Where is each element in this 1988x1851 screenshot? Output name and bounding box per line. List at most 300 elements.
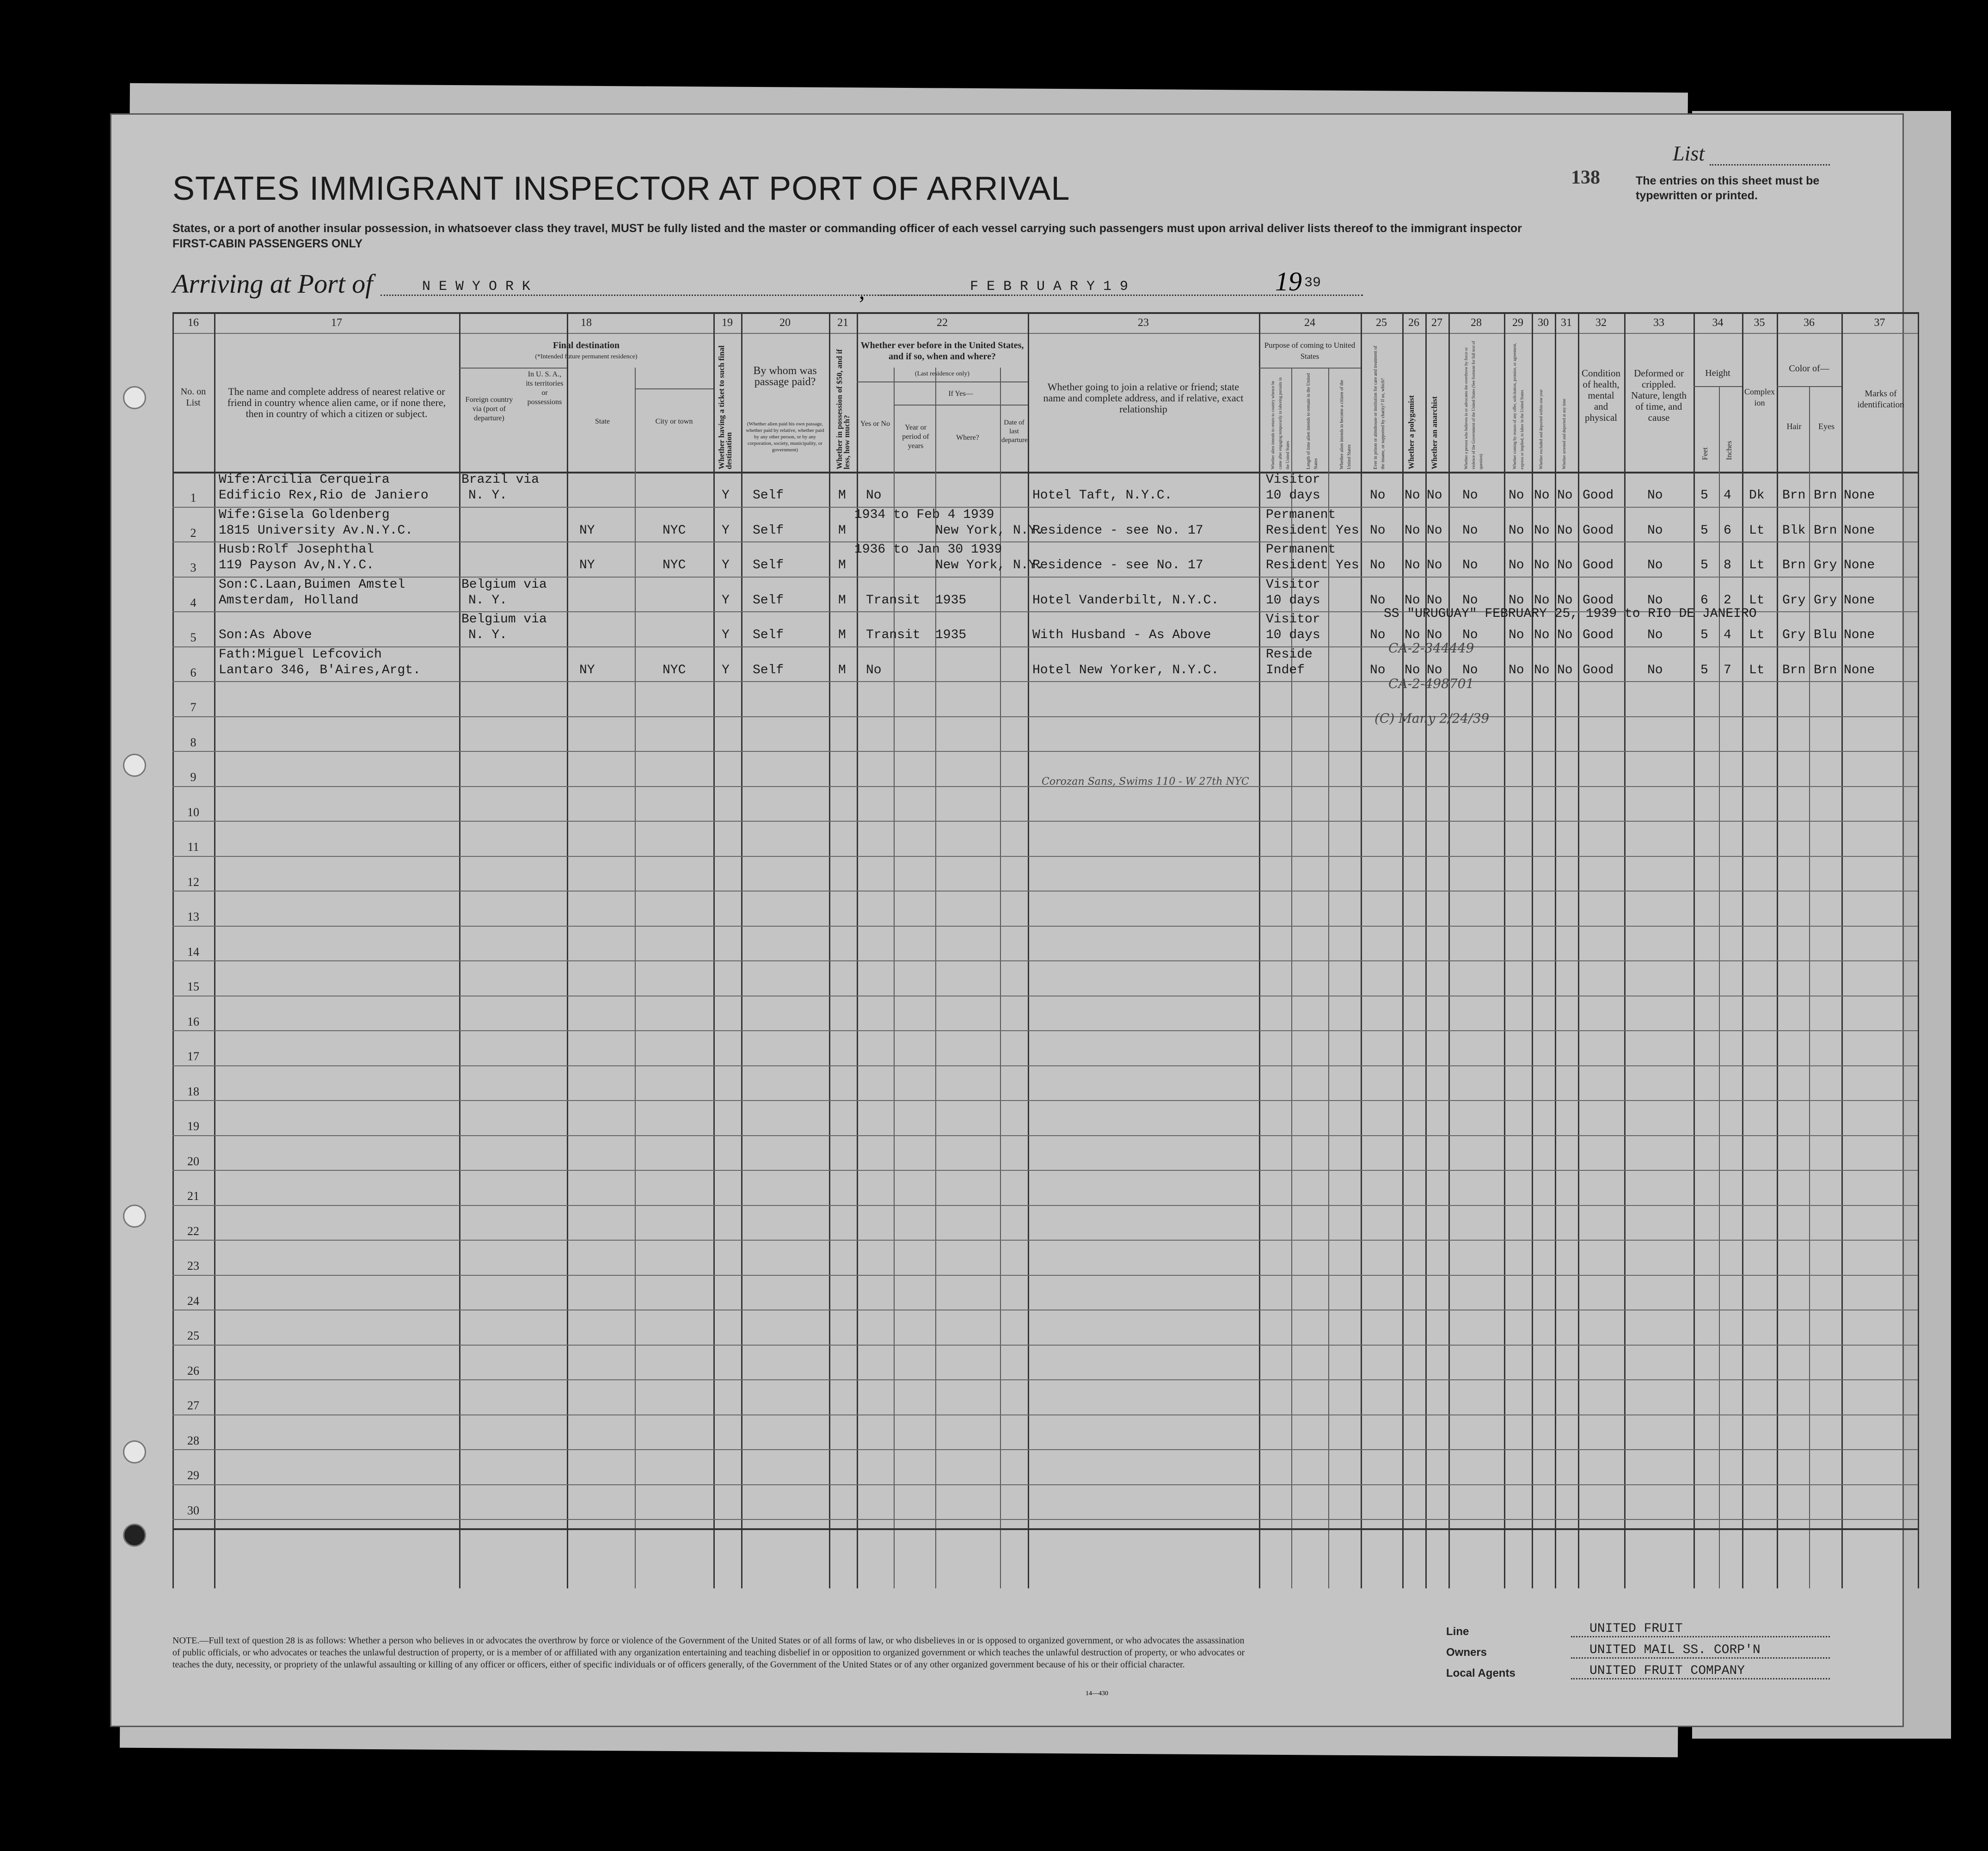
height-inches: 8 bbox=[1724, 558, 1731, 572]
binder-hole bbox=[123, 1205, 146, 1228]
header-bottom-border bbox=[172, 472, 1918, 474]
row-number: 1 bbox=[190, 491, 196, 504]
row-number: 19 bbox=[187, 1119, 199, 1133]
header-fifty-dollars: Whether in possession of $50, and if less, how much? bbox=[835, 349, 851, 469]
row-divider bbox=[172, 1065, 1918, 1066]
purpose-line-2: 10 days bbox=[1266, 628, 1320, 642]
header-polygamist: Whether a polygamist bbox=[1407, 395, 1416, 469]
header-marks: Marks of identification bbox=[1857, 389, 1904, 410]
money-value: M bbox=[838, 628, 846, 642]
row-divider bbox=[172, 646, 1918, 647]
col-28-value: No bbox=[1462, 628, 1478, 642]
local-agents-label: Local Agents bbox=[1446, 1667, 1516, 1679]
passage-paid-by: Self bbox=[753, 628, 784, 642]
destination-state: NY bbox=[579, 523, 595, 538]
list-number: 138 bbox=[1571, 167, 1600, 188]
list-dotted-line bbox=[1710, 160, 1830, 166]
row-divider bbox=[172, 856, 1918, 857]
binder-hole bbox=[123, 386, 146, 409]
row-number: 9 bbox=[190, 770, 196, 784]
header-col-25: Ever in prison or almshouse or institution for care and treatment of the insane, or supported by charity? If so, which? bbox=[1373, 345, 1386, 469]
destination-city: NYC bbox=[663, 663, 686, 677]
colnum-27: 27 bbox=[1431, 317, 1442, 329]
header-col-29: Whether coming by reason of any offer, solicitation, promise, or agreement, express or implied, to labor in the United States bbox=[1512, 343, 1524, 469]
header-col-30: Whether excluded and deported within one year bbox=[1539, 389, 1543, 469]
anarchist-value: No bbox=[1427, 558, 1442, 572]
hair-color: Gry bbox=[1782, 593, 1806, 608]
binder-hole bbox=[123, 1440, 146, 1464]
joining-relative: Residence - see No. 17 bbox=[1032, 523, 1203, 538]
complexion-value: Lt bbox=[1749, 593, 1765, 608]
purpose-line-1: Visitor bbox=[1266, 612, 1320, 627]
list-label: List bbox=[1673, 141, 1705, 165]
row-number: 2 bbox=[190, 526, 196, 540]
anarchist-value: No bbox=[1427, 663, 1442, 677]
identification-marks: None bbox=[1844, 663, 1875, 677]
previous-where: New York, N.Y. bbox=[935, 558, 1044, 572]
row-divider bbox=[172, 716, 1918, 717]
been-before: Transit bbox=[866, 593, 920, 608]
manifest-sheet bbox=[110, 113, 1904, 1727]
height-inches: 2 bbox=[1724, 593, 1731, 608]
manifest-table bbox=[172, 312, 1918, 1588]
binder-hole bbox=[123, 1524, 146, 1547]
row-divider bbox=[172, 1100, 1918, 1101]
colnum-16: 16 bbox=[188, 317, 199, 329]
row-number: 3 bbox=[190, 561, 196, 574]
money-value: M bbox=[838, 488, 846, 503]
purpose-line-2: 10 days bbox=[1266, 488, 1320, 503]
row-divider bbox=[172, 1414, 1918, 1415]
identification-marks: None bbox=[1844, 523, 1875, 538]
ticket-value: Y bbox=[722, 663, 730, 677]
col-25-value: No bbox=[1370, 523, 1386, 538]
header-where: Where? bbox=[956, 434, 979, 442]
health-value: Good bbox=[1583, 593, 1614, 608]
row-divider bbox=[172, 1135, 1918, 1136]
hair-color: Brn bbox=[1782, 488, 1806, 503]
relative-line-2: 119 Payson Av,N.Y.C. bbox=[219, 558, 374, 572]
header-purpose-b: Length of time alien intends to remain in the United States bbox=[1306, 373, 1319, 469]
row-number: 11 bbox=[187, 840, 199, 854]
local-agents-value: UNITED FRUIT COMPANY bbox=[1571, 1664, 1830, 1679]
joining-relative: Residence - see No. 17 bbox=[1032, 558, 1203, 572]
col-29-value: No bbox=[1509, 628, 1524, 642]
header-relative: The name and complete address of nearest relative or friend in country whence alien came, or if none there, then in country of which a citizen or subject. bbox=[227, 386, 446, 419]
eye-color: Blu bbox=[1814, 628, 1837, 642]
col-31-value: No bbox=[1557, 628, 1573, 642]
colnum-36: 36 bbox=[1804, 317, 1815, 329]
colnum-31: 31 bbox=[1561, 317, 1572, 329]
col-31-value: No bbox=[1557, 663, 1573, 677]
deformed-value: No bbox=[1647, 593, 1663, 608]
foreign-port: N. Y. bbox=[468, 628, 508, 642]
relative-line-2: Son:As Above bbox=[219, 628, 312, 642]
colnum-28: 28 bbox=[1471, 317, 1482, 329]
money-value: M bbox=[838, 593, 846, 608]
col-28-value: No bbox=[1462, 488, 1478, 503]
passage-paid-by: Self bbox=[753, 558, 784, 572]
ticket-value: Y bbox=[722, 523, 730, 538]
header-in-usa: In U. S. A., its territories or possessions bbox=[526, 370, 564, 406]
colnum-19: 19 bbox=[722, 317, 733, 329]
ticket-value: Y bbox=[722, 593, 730, 608]
height-inches: 4 bbox=[1724, 488, 1731, 503]
polygamist-value: No bbox=[1405, 663, 1420, 677]
header-foreign-country: Foreign country via (port of departure) bbox=[465, 396, 513, 422]
money-value: M bbox=[838, 558, 846, 572]
first-cabin-label: FIRST-CABIN PASSENGERS ONLY bbox=[172, 237, 363, 250]
row-divider bbox=[172, 1484, 1918, 1485]
anarchist-value: No bbox=[1427, 628, 1442, 642]
height-feet: 5 bbox=[1700, 558, 1708, 572]
colnum-22: 22 bbox=[937, 317, 948, 329]
header-passage-sub: (Whether alien paid his own passage, whether paid by relative, whether paid by any other person, or by any corporation, society, municipality, or government) bbox=[746, 421, 824, 453]
header-height: Height bbox=[1705, 368, 1730, 378]
row-divider bbox=[172, 1205, 1918, 1206]
colnum-divider bbox=[172, 333, 1918, 334]
row-divider bbox=[172, 681, 1918, 682]
col-29-value: No bbox=[1509, 663, 1524, 677]
passage-paid-by: Self bbox=[753, 593, 784, 608]
header-final-destination-sub: (*Intended future permanent residence) bbox=[535, 353, 638, 360]
ship-departure-note: SS "URUGUAY" FEBRUARY 25, 1939 to RIO DE JANEIRO bbox=[1384, 607, 1757, 621]
col-31-value: No bbox=[1557, 593, 1573, 608]
header-col-28: Whether a person who believes in or advocates the overthrow by force or violence of the Government of the United States (See footnote for full text of question) bbox=[1464, 341, 1483, 469]
owners-value: UNITED MAIL SS. CORP'N bbox=[1571, 1643, 1830, 1659]
health-value: Good bbox=[1583, 523, 1614, 538]
col-30-value: No bbox=[1534, 593, 1550, 608]
header-health: Condition of health, mental and physical bbox=[1581, 368, 1620, 423]
been-before: No bbox=[866, 488, 882, 503]
purpose-line-1: Reside bbox=[1266, 647, 1313, 662]
colnum-25: 25 bbox=[1376, 317, 1387, 329]
anarchist-value: No bbox=[1427, 523, 1442, 538]
complexion-value: Lt bbox=[1749, 663, 1765, 677]
col-28-value: No bbox=[1462, 558, 1478, 572]
col-31-value: No bbox=[1557, 488, 1573, 503]
row-divider bbox=[172, 577, 1918, 578]
colnum-35: 35 bbox=[1754, 317, 1765, 329]
col-25-value: No bbox=[1370, 593, 1386, 608]
health-value: Good bbox=[1583, 663, 1614, 677]
header-date-departure: Date of last departure bbox=[1001, 419, 1028, 444]
hair-color: Brn bbox=[1782, 558, 1806, 572]
col-29-value: No bbox=[1509, 523, 1524, 538]
colnum-34: 34 bbox=[1712, 317, 1724, 329]
header-year: Year or period of years bbox=[902, 424, 929, 450]
row-number: 20 bbox=[187, 1154, 199, 1168]
page-subtitle: States, or a port of another insular possession, in whatsoever class they travel, MUST be fully listed and the master or commanding officer of each vessel carrying such passengers must upon arrival deliver lists thereof to the immigrant inspector bbox=[172, 222, 1522, 235]
colnum-17: 17 bbox=[331, 317, 342, 329]
deformed-value: No bbox=[1647, 663, 1663, 677]
header-purpose-a: Whether alien intends to return to country whence he came after engaging temporarily in laboring pursuits in the United States bbox=[1270, 377, 1290, 469]
row-number: 12 bbox=[187, 875, 199, 889]
header-if-yes: If Yes— bbox=[948, 390, 973, 398]
relative-line-2: Amsterdam, Holland bbox=[219, 593, 359, 608]
complexion-value: Lt bbox=[1749, 628, 1765, 642]
height-feet: 5 bbox=[1700, 663, 1708, 677]
anarchist-value: No bbox=[1427, 488, 1442, 503]
header-feet: Feet bbox=[1701, 447, 1709, 460]
row-number: 25 bbox=[187, 1329, 199, 1342]
header-purpose-c: Whether alien intends to become a citizen of the United States bbox=[1339, 380, 1352, 469]
header-state: State bbox=[595, 418, 610, 425]
col-25-value: No bbox=[1370, 558, 1386, 572]
row-divider bbox=[172, 1275, 1918, 1276]
row-divider bbox=[172, 1379, 1918, 1380]
header-yes-or-no: Yes or No bbox=[860, 420, 890, 428]
joining-relative: Hotel Taft, N.Y.C. bbox=[1032, 488, 1172, 503]
header-eyes: Eyes bbox=[1818, 422, 1835, 431]
colnum-32: 32 bbox=[1595, 317, 1607, 329]
header-color-of: Color of— bbox=[1789, 363, 1829, 374]
colnum-24: 24 bbox=[1304, 317, 1315, 329]
height-feet: 5 bbox=[1700, 523, 1708, 538]
joining-relative: Hotel Vanderbilt, N.Y.C. bbox=[1032, 593, 1219, 608]
eye-color: Gry bbox=[1814, 558, 1837, 572]
header-ever-before: Whether ever before in the United States, and if so, when and where? bbox=[860, 340, 1024, 362]
height-feet: 6 bbox=[1700, 593, 1708, 608]
header-purpose: Purpose of coming to United States bbox=[1264, 341, 1356, 361]
deformed-value: No bbox=[1647, 488, 1663, 503]
hair-color: Gry bbox=[1782, 628, 1806, 642]
foreign-country: Belgium via bbox=[461, 612, 547, 627]
row-number: 18 bbox=[187, 1084, 199, 1098]
colnum-37: 37 bbox=[1874, 317, 1885, 329]
col-30-value: No bbox=[1534, 628, 1550, 642]
row-number: 22 bbox=[187, 1224, 199, 1238]
table-top-border bbox=[172, 312, 1918, 314]
ticket-value: Y bbox=[722, 488, 730, 503]
been-before: No bbox=[866, 663, 882, 677]
row-number: 27 bbox=[187, 1399, 199, 1412]
previous-period: 1934 to Feb 4 1939 bbox=[854, 507, 994, 522]
hair-color: Brn bbox=[1782, 663, 1806, 677]
eye-color: Gry bbox=[1814, 593, 1837, 608]
previous-where: 1935 bbox=[935, 593, 967, 608]
row-number: 16 bbox=[187, 1015, 199, 1028]
height-inches: 7 bbox=[1724, 663, 1731, 677]
anarchist-value: No bbox=[1427, 593, 1442, 608]
health-value: Good bbox=[1583, 488, 1614, 503]
typewritten-note: The entries on this sheet must be typewritten or printed. bbox=[1636, 174, 1820, 202]
identification-marks: None bbox=[1844, 628, 1875, 642]
eye-color: Brn bbox=[1814, 663, 1837, 677]
identification-marks: None bbox=[1844, 558, 1875, 572]
header-hair: Hair bbox=[1786, 422, 1802, 431]
header-city: City or town bbox=[655, 418, 693, 425]
handwritten-row4: (C) Many 2/24/39 bbox=[1374, 711, 1490, 726]
row-number: 24 bbox=[187, 1294, 199, 1308]
row-divider bbox=[172, 507, 1918, 508]
row-number: 6 bbox=[190, 665, 196, 679]
handwritten-row2: CA-2-344449 bbox=[1388, 640, 1474, 656]
health-value: Good bbox=[1583, 558, 1614, 572]
handwritten-row6: Corozan Sans, Swims 110 - W 27th NYC bbox=[1042, 776, 1249, 787]
handwritten-row3: CA-2-498701 bbox=[1388, 676, 1474, 691]
polygamist-value: No bbox=[1405, 523, 1420, 538]
joining-relative: Hotel New Yorker, N.Y.C. bbox=[1032, 663, 1219, 677]
relative-line-2: Lantaro 346, B'Aires,Argt. bbox=[219, 663, 421, 677]
previous-where: New York, N.Y. bbox=[935, 523, 1044, 538]
year-suffix: 39 bbox=[1304, 275, 1321, 291]
purpose-line-2: Resident Yes bbox=[1266, 558, 1359, 572]
row-number: 13 bbox=[187, 910, 199, 923]
line-label: Line bbox=[1446, 1625, 1469, 1638]
complexion-value: Dk bbox=[1749, 488, 1765, 503]
complexion-value: Lt bbox=[1749, 558, 1765, 572]
height-feet: 5 bbox=[1700, 488, 1708, 503]
row-divider bbox=[172, 1170, 1918, 1171]
row-divider bbox=[172, 960, 1918, 961]
header-complexion: Complexion bbox=[1744, 387, 1775, 407]
header-join-relative: Whether going to join a relative or friend; state name and complete address, and if relative, exact relationship bbox=[1043, 381, 1244, 415]
passage-paid-by: Self bbox=[753, 523, 784, 538]
row-divider bbox=[172, 1449, 1918, 1450]
col-25-value: No bbox=[1370, 488, 1386, 503]
relative-line-1: Wife:Arcilia Cerqueira bbox=[219, 473, 390, 487]
row-divider bbox=[172, 891, 1918, 892]
binder-hole bbox=[123, 754, 146, 777]
row-divider bbox=[172, 751, 1918, 752]
ticket-value: Y bbox=[722, 628, 730, 642]
row-divider bbox=[172, 1519, 1918, 1520]
purpose-line-2: Indef bbox=[1266, 663, 1305, 677]
arrival-date: F E B R U A R Y 1 9 bbox=[877, 279, 1363, 296]
purpose-line-1: Visitor bbox=[1266, 577, 1320, 592]
col-30-value: No bbox=[1534, 558, 1550, 572]
col-29-value: No bbox=[1509, 488, 1524, 503]
row-number: 29 bbox=[187, 1469, 199, 1482]
purpose-line-1: Permanent bbox=[1266, 507, 1336, 522]
previous-where: 1935 bbox=[935, 628, 967, 642]
colnum-20: 20 bbox=[779, 317, 791, 329]
polygamist-value: No bbox=[1405, 628, 1420, 642]
row-number: 28 bbox=[187, 1433, 199, 1447]
hair-color: Blk bbox=[1782, 523, 1806, 538]
passage-paid-by: Self bbox=[753, 663, 784, 677]
form-number: 14—430 bbox=[1086, 1690, 1108, 1697]
row-number: 10 bbox=[187, 805, 199, 819]
arriving-label: Arriving at Port of bbox=[172, 269, 373, 299]
row-divider bbox=[172, 1345, 1918, 1346]
row-number: 8 bbox=[190, 735, 196, 749]
colnum-30: 30 bbox=[1538, 317, 1549, 329]
colnum-21: 21 bbox=[837, 317, 848, 329]
col-28-value: No bbox=[1462, 593, 1478, 608]
row-number: 17 bbox=[187, 1050, 199, 1063]
purpose-line-2: Resident Yes bbox=[1266, 523, 1359, 538]
row-divider bbox=[172, 926, 1918, 927]
destination-city: NYC bbox=[663, 558, 686, 572]
eye-color: Brn bbox=[1814, 488, 1837, 503]
purpose-line-1: Visitor bbox=[1266, 473, 1320, 487]
relative-line-2: Edificio Rex,Rio de Janiero bbox=[219, 488, 429, 503]
eye-color: Brn bbox=[1814, 523, 1837, 538]
row-number: 15 bbox=[187, 980, 199, 993]
purpose-line-2: 10 days bbox=[1266, 593, 1320, 608]
header-last-residence: (Last residence only) bbox=[914, 370, 970, 377]
row-number: 23 bbox=[187, 1259, 199, 1273]
colnum-33: 33 bbox=[1653, 317, 1664, 329]
row-number: 26 bbox=[187, 1364, 199, 1377]
foreign-country: Belgium via bbox=[461, 577, 547, 592]
header-inches: Inches bbox=[1725, 441, 1733, 460]
port-of-arrival: N E W Y O R K bbox=[380, 279, 1009, 296]
row-number: 7 bbox=[190, 701, 196, 714]
col-29-value: No bbox=[1509, 558, 1524, 572]
col-29-value: No bbox=[1509, 593, 1524, 608]
relative-line-1: Son:C.Laan,Buimen Amstel bbox=[219, 577, 405, 592]
col-30-value: No bbox=[1534, 523, 1550, 538]
col-31-value: No bbox=[1557, 558, 1573, 572]
money-value: M bbox=[838, 523, 846, 538]
colnum-23: 23 bbox=[1138, 317, 1149, 329]
purpose-line-1: Permanent bbox=[1266, 542, 1336, 557]
relative-line-1: Husb:Rolf Josephthal bbox=[219, 542, 374, 557]
row-divider bbox=[172, 1030, 1918, 1031]
col-30-value: No bbox=[1534, 488, 1550, 503]
owners-label: Owners bbox=[1446, 1646, 1487, 1659]
footnote-question-28: NOTE.—Full text of question 28 is as follows: Whether a person who believes in or advocates the overthrow by force or violence of the Government of the United States or of all forms of law, or who disbelieves in or is opposed to organized government, or who advocates the assassination of public officials, or who advocates or teaches the unlawful destruction of property, or is a member of or affiliated with any organization entertaining and teaching disbelief in or opposition to organized government or which teaches the unlawful destruction of property, or who advocates or teaches the duty, necessity, or propriety of the unlawful assaulting or killing of any officer or officers, either of specific individuals or of officers generally, of the Government of the United States or of any other organized government because of his or their official character. bbox=[172, 1636, 1245, 1670]
deformed-value: No bbox=[1647, 628, 1663, 642]
year-prefix: 19 bbox=[1275, 266, 1302, 296]
foreign-port: N. Y. bbox=[468, 593, 508, 608]
row-number: 21 bbox=[187, 1189, 199, 1203]
relative-line-2: 1815 University Av.N.Y.C. bbox=[219, 523, 413, 538]
comma: , bbox=[859, 278, 865, 304]
relative-line-1: Fath:Miguel Lefcovich bbox=[219, 647, 382, 662]
row-number: 14 bbox=[187, 945, 199, 959]
relative-line-1: Wife:Gisela Goldenberg bbox=[219, 507, 390, 522]
header-ticket: Whether having a ticket to such final destination bbox=[717, 345, 733, 469]
destination-city: NYC bbox=[663, 523, 686, 538]
deformed-value: No bbox=[1647, 523, 1663, 538]
money-value: M bbox=[838, 663, 846, 677]
header-col-31: Whether arrested and deported at any time bbox=[1562, 399, 1566, 469]
col-28-value: No bbox=[1462, 523, 1478, 538]
height-inches: 6 bbox=[1724, 523, 1731, 538]
row-number: 5 bbox=[190, 631, 196, 644]
col-25-value: No bbox=[1370, 663, 1386, 677]
header-passage-paid: By whom was passage paid? bbox=[753, 365, 817, 388]
passage-paid-by: Self bbox=[753, 488, 784, 503]
polygamist-value: No bbox=[1405, 558, 1420, 572]
previous-period: 1936 to Jan 30 1939 bbox=[854, 542, 1002, 557]
row-divider bbox=[172, 821, 1918, 822]
page-title: STATES IMMIGRANT INSPECTOR AT PORT OF ARRIVAL bbox=[172, 170, 1070, 207]
polygamist-value: No bbox=[1405, 593, 1420, 608]
height-inches: 4 bbox=[1724, 628, 1731, 642]
line-value: UNITED FRUIT bbox=[1571, 1622, 1830, 1637]
deformed-value: No bbox=[1647, 558, 1663, 572]
complexion-value: Lt bbox=[1749, 523, 1765, 538]
col-31-value: No bbox=[1557, 523, 1573, 538]
row-number: 30 bbox=[187, 1503, 199, 1517]
joining-relative: With Husband - As Above bbox=[1032, 628, 1211, 642]
colnum-18: 18 bbox=[581, 317, 592, 329]
foreign-port: N. Y. bbox=[468, 488, 508, 503]
colnum-29: 29 bbox=[1512, 317, 1523, 329]
row-divider bbox=[172, 541, 1918, 542]
header-no-on-list: No. on List bbox=[180, 387, 206, 408]
row-number: 4 bbox=[190, 596, 196, 609]
col-30-value: No bbox=[1534, 663, 1550, 677]
health-value: Good bbox=[1583, 628, 1614, 642]
polygamist-value: No bbox=[1405, 488, 1420, 503]
table-bottom-border bbox=[172, 1528, 1918, 1530]
